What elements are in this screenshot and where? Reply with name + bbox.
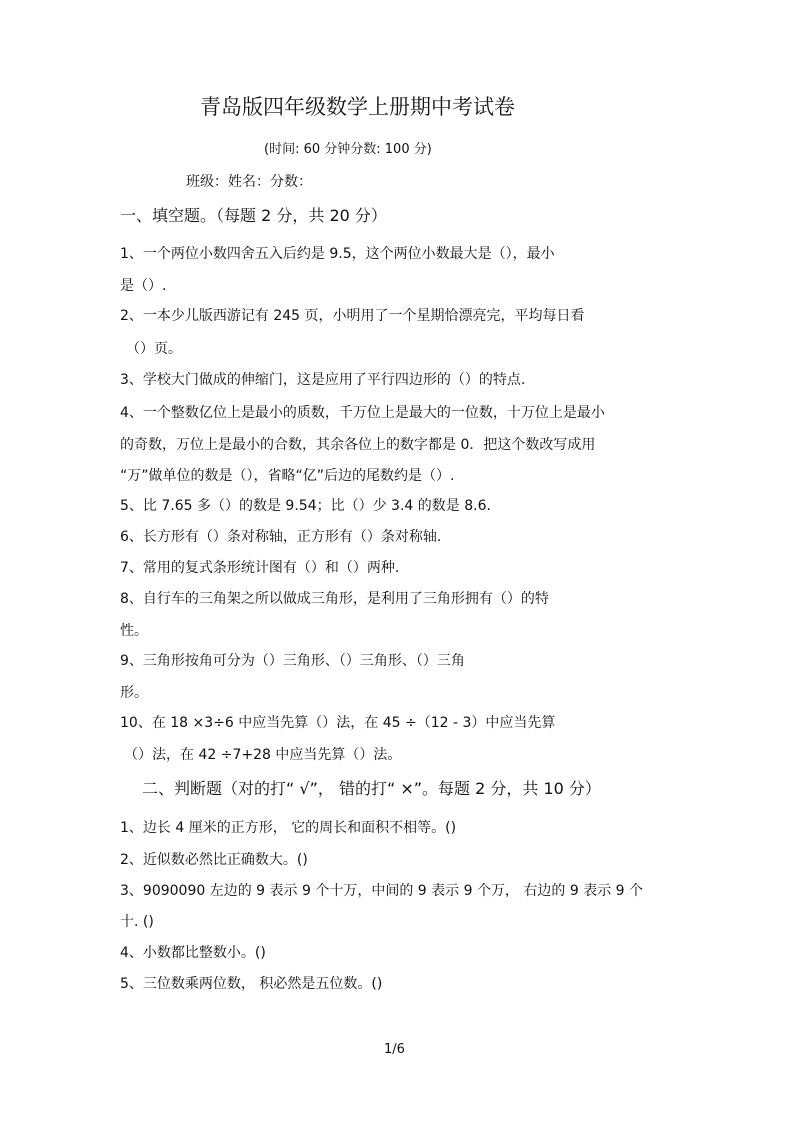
question-line: 5、比 7.65 多（）的数是 9.54；比（）少 3.4 的数是 8.6. — [120, 498, 491, 514]
question-line: 的奇数，万位上是最小的合数，其余各位上的数字都是 0．把这个数改写成用 — [120, 437, 596, 453]
question-line: 8、自行车的三角架之所以做成三角形，是利用了三角形拥有（）的特 — [120, 591, 549, 607]
question-line: 1、一个两位小数四舍五入后约是 9.5，这个两位小数最大是（），最小 — [120, 246, 555, 262]
question-line: 7、常用的复式条形统计图有（）和（）两种. — [120, 560, 400, 576]
question-line: 十. () — [120, 914, 154, 930]
question-line: 1、边长 4 厘米的正方形， 它的周长和面积不相等。() — [120, 820, 457, 836]
question-line: （）法，在 42 ÷7+28 中应当先算（）法。 — [124, 747, 402, 763]
question-line: （）页。 — [126, 341, 182, 357]
question-line: 10、在 18 ×3÷6 中应当先算（）法，在 45 ÷（12 - 3）中应当先算 — [120, 715, 556, 731]
exam-subtitle: (时间: 60 分钟分数: 100 分) — [264, 142, 432, 157]
question-line: 9、三角形按角可分为（）三角形、（）三角形、（）三角 — [120, 653, 465, 669]
question-line: “万”做单位的数是（），省略“亿”后边的尾数约是（）. — [120, 468, 455, 484]
page-number: 1/6 — [384, 1042, 405, 1057]
question-line: 2、近似数必然比正确数大。() — [120, 852, 308, 868]
question-line: 性。 — [120, 623, 148, 639]
question-line: 3、学校大门做成的伸缩门，这是应用了平行四边形的（）的特点. — [120, 372, 526, 388]
page-title: 青岛版四年级数学上册期中考试卷 — [200, 95, 515, 119]
question-line: 4、一个整数亿位上是最小的质数，千万位上是最大的一位数，十万位上是最小 — [120, 405, 605, 421]
question-line: 3、9090090 左边的 9 表示 9 个十万，中间的 9 表示 9 个万， 右边的 9 表示 9 个 — [120, 883, 644, 899]
section-heading-fill-blank: 一、填空题。（每题 2 分，共 20 分） — [120, 206, 387, 225]
question-line: 4、小数都比整数小。() — [120, 945, 266, 961]
question-line: 6、长方形有（）条对称轴，正方形有（）条对称轴. — [120, 529, 442, 545]
question-line: 5、三位数乘两位数， 积必然是五位数。() — [120, 976, 383, 992]
question-line: 2、一本少儿版西游记有 245 页，小明用了一个星期恰漂亮完，平均每日看 — [120, 308, 585, 324]
student-info-line: 班级：姓名：分数： — [186, 174, 312, 190]
question-line: 是（）. — [120, 278, 167, 294]
section-heading-true-false: 二、判断题（对的打“ √”， 错的打“ ×”。每题 2 分，共 10 分） — [142, 779, 601, 798]
question-line: 形。 — [120, 685, 148, 701]
